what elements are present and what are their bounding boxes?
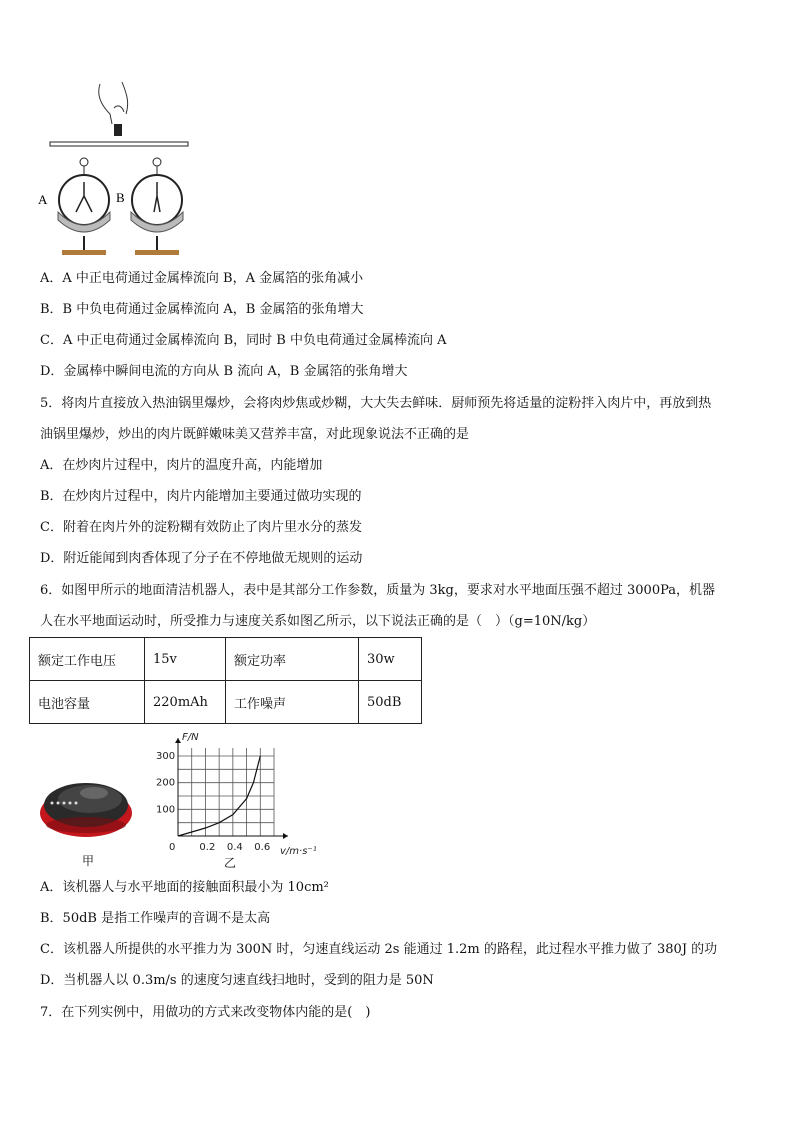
chart-grid: [178, 748, 274, 836]
table-cell: 50dB: [359, 681, 422, 724]
parameter-table: [29, 637, 422, 724]
y-tick-label: 200: [156, 777, 176, 789]
q7-stem: 7．在下列实例中，用做功的方式来改变物体内能的是( ): [40, 1005, 371, 1020]
electroscope-a: [58, 158, 110, 255]
x-axis-arrow: [283, 833, 288, 839]
q4-option-c: C．A 中正电荷通过金属棒流向 B，同时 B 中负电荷通过金属棒流向 A: [40, 333, 447, 348]
q4-option-b: B．B 中负电荷通过金属棒流向 A，B 金属箔的张角增大: [40, 302, 364, 317]
metal-rod: [50, 142, 188, 146]
chart-ticks: [156, 751, 270, 853]
q6-option-c: C．该机器人所提供的水平推力为 300N 时，匀速直线运动 2s 能通过 1.2m 的路程，此过程水平推力做了 380J 的功: [40, 942, 718, 957]
rod-holder: [114, 124, 122, 136]
hand-illustration: [99, 82, 128, 124]
q6-option-d: D．当机器人以 0.3m/s 的速度匀速直线扫地时，受到的阻力是 50N: [40, 973, 434, 988]
q5-option-c: C．附着在肉片外的淀粉糊有效防止了肉片里水分的蒸发: [40, 520, 362, 535]
x-axis-label: v/m·s⁻¹: [280, 846, 317, 857]
y-tick-label: 100: [156, 804, 176, 816]
force-velocity-chart: [148, 728, 318, 868]
y-axis-arrow: [175, 738, 181, 743]
table-cell: 220mAh: [145, 681, 226, 724]
caption-yi: 乙: [224, 856, 237, 870]
q4-option-d: D．金属棒中瞬间电流的方向从 B 流向 A，B 金属箔的张角增大: [40, 364, 408, 379]
q5-option-d: D．附近能闻到肉香体现了分子在不停地做无规则的运动: [40, 551, 363, 566]
cleaning-robot-image: [38, 765, 138, 840]
q6-option-a: A．该机器人与水平地面的接触面积最小为 10cm²: [40, 880, 329, 895]
q6-stem-line1: 6．如图甲所示的地面清洁机器人，表中是其部分工作参数，质量为 3kg，要求对水平地面压强不超过 3000Pa，机器: [40, 583, 716, 598]
table-row: [30, 681, 422, 724]
caption-jia: 甲: [82, 854, 95, 868]
x-tick-label: 0.2: [199, 842, 216, 853]
x-tick-label: 0.6: [254, 842, 271, 853]
label-b: B: [116, 190, 125, 205]
x-tick-label: 0.4: [226, 842, 243, 853]
table-row: [30, 638, 422, 681]
q4-option-a: A．A 中正电荷通过金属棒流向 B，A 金属箔的张角减小: [40, 271, 364, 286]
electroscope-b: [131, 158, 183, 255]
table-cell: 15v: [145, 638, 226, 681]
electroscope-figure: [30, 78, 200, 258]
q6-stem-line2: 人在水平地面运动时，所受推力与速度关系如图乙所示，以下说法正确的是（ ）（g=10N/kg）: [40, 614, 596, 629]
q5-stem-line2: 油锅里爆炒，炒出的肉片既鲜嫩味美又营养丰富，对此现象说法不正确的是: [40, 427, 470, 442]
table-cell: 额定工作电压: [30, 638, 145, 681]
q6-option-b: B．50dB 是指工作噪声的音调不是太高: [40, 911, 271, 926]
x-tick-label: 0: [169, 842, 176, 853]
q5-option-b: B．在炒肉片过程中，肉片内能增加主要通过做功实现的: [40, 489, 362, 504]
table-cell: 工作噪声: [226, 681, 359, 724]
table-cell: 电池容量: [30, 681, 145, 724]
table-cell: 30w: [359, 638, 422, 681]
q5-stem-line1: 5．将肉片直接放入热油锅里爆炒，会将肉炒焦或炒糊，大大失去鲜味．厨师预先将适量的淀粉拌入肉片中，再放到热: [40, 396, 712, 411]
y-tick-label: 300: [156, 751, 176, 762]
label-a: A: [38, 192, 48, 207]
table-cell: 额定功率: [226, 638, 359, 681]
q5-option-a: A．在炒肉片过程中，肉片的温度升高，内能增加: [40, 458, 323, 473]
y-axis-label: F/N: [182, 732, 199, 743]
